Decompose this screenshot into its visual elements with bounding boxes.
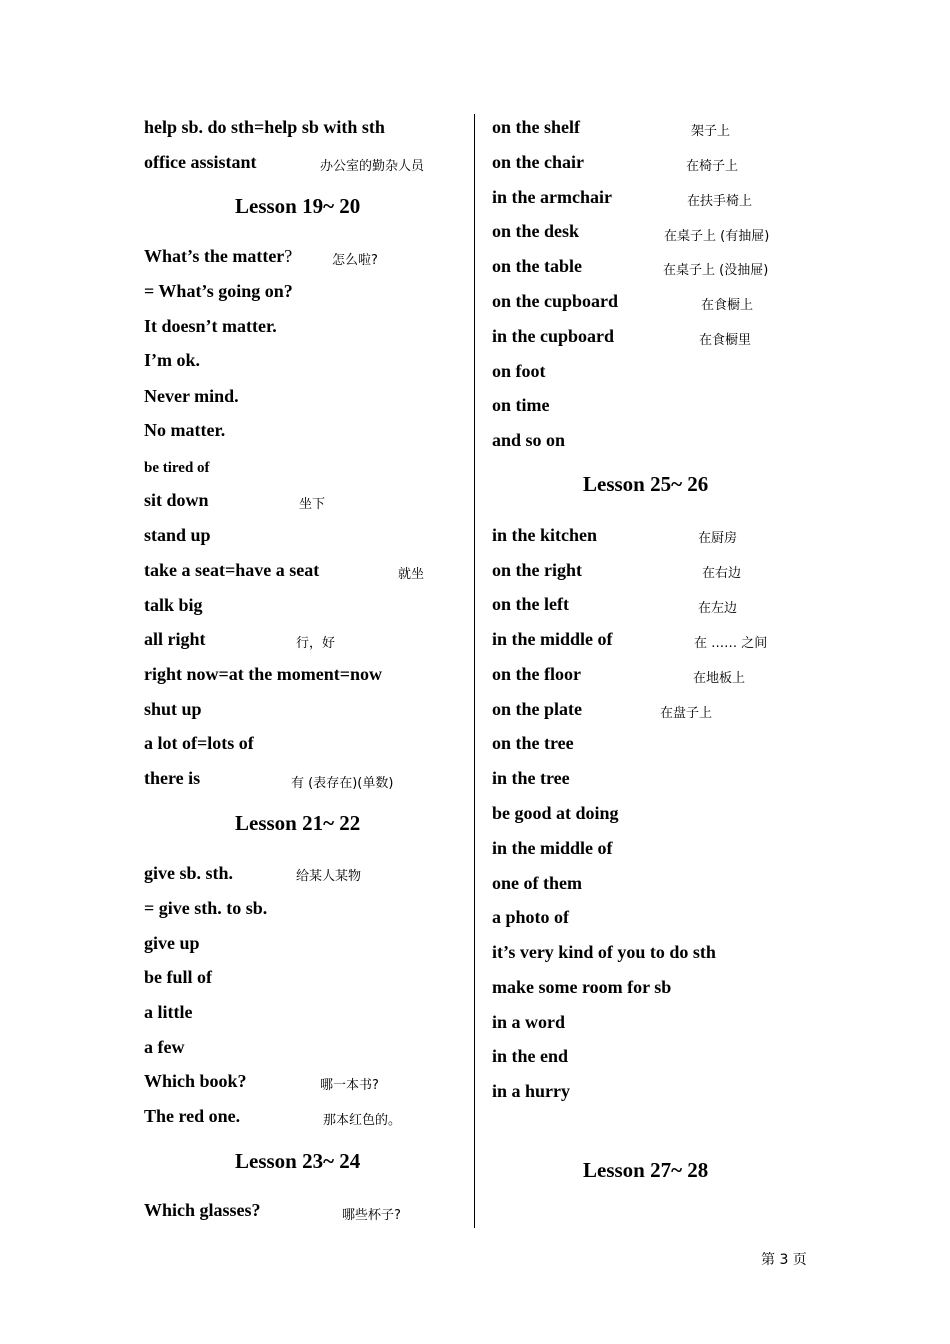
translation: 在食橱上 (701, 298, 754, 313)
phrase: I’m ok. (144, 350, 201, 370)
phrase: stand up (144, 525, 211, 545)
phrase: a photo of (492, 907, 570, 927)
phrase: on the plate (492, 699, 582, 719)
phrase: on time (492, 395, 550, 415)
translation: 那本红色的。 (323, 1113, 402, 1128)
phrase: Which glasses? (144, 1200, 261, 1220)
lesson-heading: Lesson 21~ 22 (235, 811, 361, 835)
phrase: a few (144, 1037, 185, 1057)
phrase: in the end (492, 1046, 569, 1066)
lesson-heading: Lesson 23~ 24 (235, 1149, 361, 1173)
phrase: on the chair (492, 152, 584, 172)
translation: 在 …… 之间 (694, 636, 768, 651)
phrase: shut up (144, 699, 202, 719)
phrase: No matter. (144, 420, 226, 440)
phrase: in a hurry (492, 1081, 571, 1101)
phrase: in the kitchen (492, 525, 598, 545)
phrase: on the right (492, 560, 582, 580)
translation: 哪些杯子? (342, 1208, 401, 1223)
phrase: all right (144, 629, 206, 649)
phrase: on the tree (492, 733, 574, 753)
translation: 在盘子上 (660, 706, 713, 721)
phrase: Never mind. (144, 386, 239, 406)
translation: 在厨房 (698, 531, 738, 546)
phrase: in the tree (492, 768, 570, 788)
translation: 办公室的勤杂人员 (320, 159, 425, 174)
translation: 行，好 (296, 636, 336, 651)
phrase: on the desk (492, 221, 580, 241)
phrase: talk big (144, 595, 203, 615)
translation: 架子上 (691, 124, 731, 139)
translation: 在扶手椅上 (687, 194, 753, 209)
phrase: in the cupboard (492, 326, 615, 346)
phrase: What’s the matter? (144, 246, 293, 266)
translation: 坐下 (299, 497, 326, 512)
translation: 在地板上 (693, 671, 746, 686)
phrase: = What’s going on? (144, 281, 293, 301)
phrase: It doesn’t matter. (144, 316, 277, 336)
translation: 给某人某物 (296, 869, 362, 884)
phrase: sit down (144, 490, 209, 510)
phrase: in the middle of (492, 838, 613, 858)
phrase: make some room for sb (492, 977, 672, 997)
phrase: be tired of (144, 460, 210, 476)
phrase: on the cupboard (492, 291, 619, 311)
phrase: help sb. do sth=help sb with sth (144, 117, 385, 137)
column-divider (474, 114, 475, 1228)
lesson-heading: Lesson 27~ 28 (583, 1158, 709, 1182)
lesson-heading: Lesson 19~ 20 (235, 194, 361, 218)
translation: 在左边 (698, 601, 738, 616)
phrase: on the left (492, 594, 569, 614)
translation: 在食橱里 (699, 333, 752, 348)
translation: 有 (表存在)(单数) (291, 776, 394, 791)
phrase: in a word (492, 1012, 566, 1032)
phrase: right now=at the moment=now (144, 664, 382, 684)
phrase: a little (144, 1002, 193, 1022)
phrase: give sb. sth. (144, 863, 234, 883)
phrase: in the armchair (492, 187, 612, 207)
translation: 在椅子上 (686, 159, 739, 174)
phrase: take a seat=have a seat (144, 560, 320, 580)
phrase: be good at doing (492, 803, 619, 823)
phrase: a lot of=lots of (144, 733, 254, 753)
phrase: it’s very kind of you to do sth (492, 942, 716, 962)
phrase: one of them (492, 873, 582, 893)
phrase: and so on (492, 430, 566, 450)
translation: 就坐 (398, 567, 425, 582)
phrase: in the middle of (492, 629, 613, 649)
phrase: on the floor (492, 664, 581, 684)
phrase: The red one. (144, 1106, 241, 1126)
phrase: on foot (492, 361, 546, 381)
page-number: 第 3 页 (761, 1252, 807, 1268)
phrase: be full of (144, 967, 213, 987)
phrase: give up (144, 933, 200, 953)
translation: 在桌子上 (没抽屉) (663, 263, 769, 278)
translation: 在右边 (702, 566, 742, 581)
translation: 哪一本书? (320, 1078, 379, 1093)
lesson-heading: Lesson 25~ 26 (583, 472, 709, 496)
translation: 在桌子上 (有抽屉) (664, 229, 770, 244)
translation: 怎么啦? (332, 253, 378, 268)
phrase: there is (144, 768, 201, 788)
phrase: Which book? (144, 1071, 247, 1091)
phrase: on the table (492, 256, 582, 276)
phrase: = give sth. to sb. (144, 898, 268, 918)
phrase: on the shelf (492, 117, 581, 137)
phrase: office assistant (144, 152, 257, 172)
